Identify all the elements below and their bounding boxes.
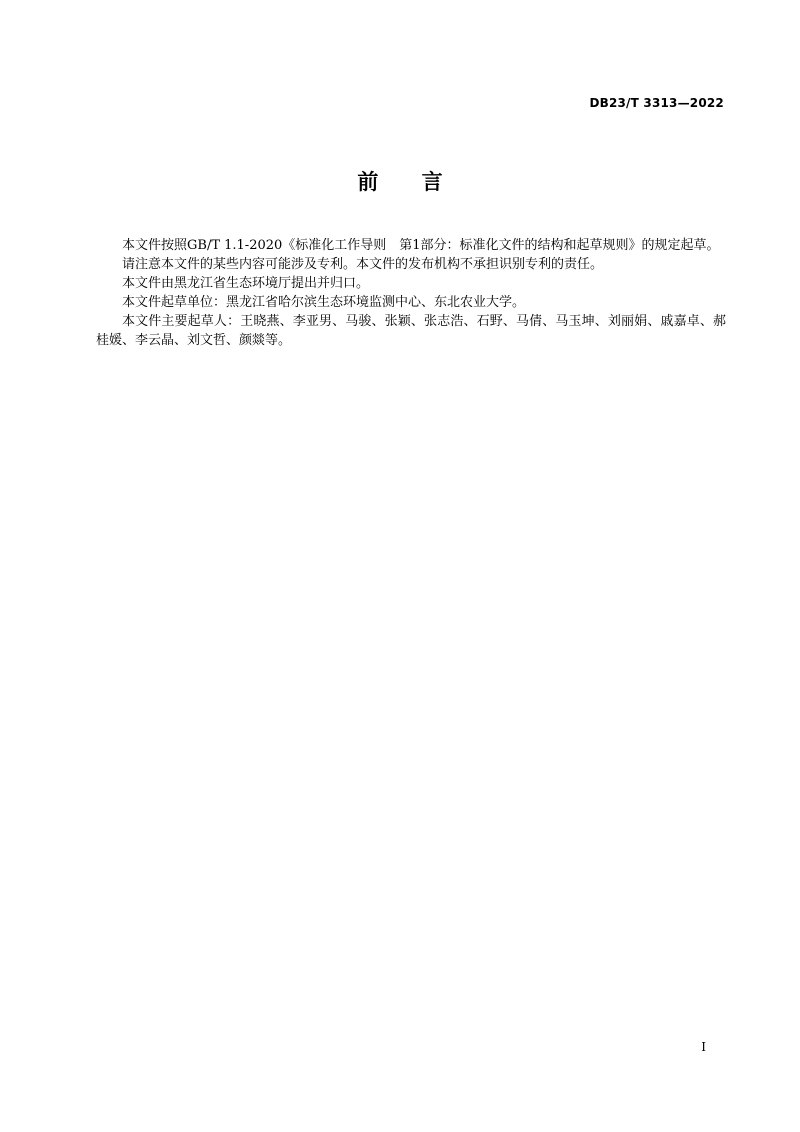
paragraph-drafters: 本文件主要起草人：王晓燕、李亚男、马骏、张颖、张志浩、石野、马倩、马玉坤、刘丽娟、戚嘉卓、郝桂媛、李云晶、刘文哲、颜燚等。 (96, 314, 726, 348)
paragraph-drafting-units: 本文件起草单位：黑龙江省哈尔滨生态环境监测中心、东北农业大学。 (122, 295, 526, 310)
document-code: DB23/T 3313—2022 (589, 96, 724, 110)
paragraph-drafting-rules: 本文件按照GB/T 1.1-2020《标准化工作导则 第1部分：标准化文件的结构和起草规则》的规定起草。 (122, 238, 720, 253)
page-number: I (701, 1040, 706, 1054)
paragraph-patent-notice: 请注意本文件的某些内容可能涉及专利。本文件的发布机构不承担识别专利的责任。 (122, 257, 604, 272)
paragraph-proposer: 本文件由黑龙江省生态环境厅提出并归口。 (122, 276, 370, 291)
foreword-body (96, 236, 726, 350)
page-title: 前 言 (357, 170, 461, 194)
